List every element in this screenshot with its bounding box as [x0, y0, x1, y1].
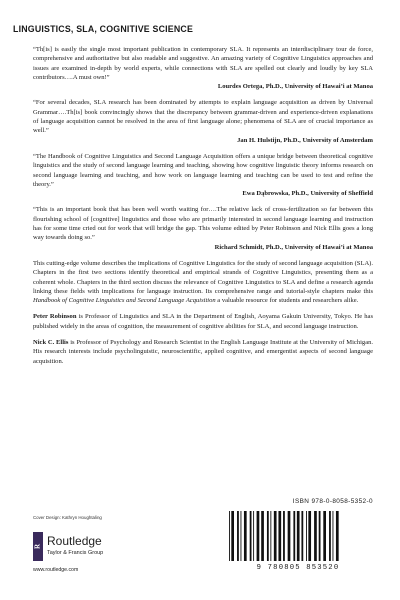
- barcode-digits: 9 780805 853520: [256, 564, 340, 572]
- routledge-logo-icon: [33, 532, 43, 561]
- barcode-icon: [223, 509, 373, 563]
- editor-bio-text: is Professor of Psychology and Research Scientist in the English Language Institute at the University of Michigan. His research interests include psycholinguistic, neuroscientific, applied cognitive, and emergentist aspects of second language acquisition.: [33, 339, 374, 365]
- endorsement-author-ortega: Lourdes Ortega, Ph.D., University of Hawai’i at Manoa: [217, 83, 373, 91]
- cover-footer: [33, 498, 373, 578]
- editor-name: Peter Robinson: [33, 313, 77, 321]
- endorsement-author-hulstijn: Jan H. Hulstijn, Ph.D., University of Amsterdam: [237, 136, 373, 144]
- editor-bio-text: is Professor of Linguistics and SLA in the Department of English, Aoyama Gakuin University, Tokyo. He has published widely in the areas of cognition, the measurement of cognitive abilities for SLA, and second language instruction.: [33, 313, 374, 330]
- endorsement-quote-hulstijn: [33, 98, 373, 135]
- endorsement-quote-ortega: [33, 45, 373, 82]
- publisher-name: Routledge: [47, 534, 102, 548]
- category-heading: LINGUISTICS, SLA, COGNITIVE SCIENCE: [13, 24, 194, 34]
- description-text-end: a valuable resource for students and researchers alike.: [215, 297, 359, 305]
- quote-text: “The Handbook of Cognitive Linguistics and Second Language Acquisition offers a unique bridge between theoretical cognitive linguistics and the study of second language learning and teaching, showing how cognitive linguistic theory informs research on second language learning and teaching, and how work on language learning and teaching can be used to test and refine the theory.”: [33, 152, 373, 188]
- description-text: This cutting-edge volume describes the implications of Cognitive Linguistics for the study of second language acquisition (SLA). Chapters in the first two sections identify theoretical and empirical strands of Cognitive Linguistics, presenting them as a coherent whole. Chapters in the third section discuss the relevance of Cognitive Linguistics to SLA and define a research agenda linking these fields with implications for language instruction. Its comprehensive range and tutorial-style chapters make this: [33, 259, 373, 295]
- quote-text: “Th[is] is easily the single most important publication in contemporary SLA. It represents an interdisciplinary tour de force, comprehensive and authoritative but also readable and suggestive. An amazing variety of Cognitive Linguistics approaches and issues are examined in-depth by world experts, while connections with SLA are spelled out clearly and loudly by key SLA contributors….A must own!”: [33, 46, 373, 81]
- cover-design-credit: Cover Design: Kathryn Houghtaling: [33, 515, 102, 520]
- editor-bio-robinson: [33, 312, 373, 331]
- svg-text:R: R: [33, 543, 42, 550]
- quote-text: “This is an important book that has been well worth waiting for….The relative lack of cross-fertilization so far between this flourishing school of [cognitive] linguistics and those who are primarily interested in second language learning and instruction has for some time cried out for work that will bridge the gap. This volume edited by Peter Robinson and Nick Ellis goes a long way towards doing so.”: [33, 206, 373, 242]
- cover-text: [33, 45, 373, 373]
- endorsement-quote-schmidt: [33, 205, 373, 242]
- editor-name: Nick C. Ellis: [33, 339, 69, 347]
- book-title: Handbook of Cognitive Linguistics and Second Language Acquisition: [33, 297, 216, 305]
- isbn-number: ISBN 978-0-8058-5352-0: [292, 498, 373, 505]
- endorsement-author-dabrowska: Ewa Dąbrowska, Ph.D., University of Sheffield: [242, 190, 373, 198]
- book-description: [33, 259, 373, 305]
- editor-bio-ellis: [33, 338, 373, 366]
- publisher-group: Taylor & Francis Group: [47, 550, 104, 556]
- publisher-website: www.routledge.com: [33, 567, 79, 573]
- quote-text: “For several decades, SLA research has been dominated by attempts to explain language acquisition as driven by Universal Grammar….Th[is] book convincingly shows that the discrepancy between grammar-driven and experience-driven explanations of language acquisition cannot be resolved in the area of first language alone; phenomena of SLA are of crucial importance as well.”: [33, 99, 373, 135]
- endorsement-author-schmidt: Richard Schmidt, Ph.D., University of Hawai’i at Manoa: [214, 243, 373, 251]
- endorsement-quote-dabrowska: [33, 152, 373, 189]
